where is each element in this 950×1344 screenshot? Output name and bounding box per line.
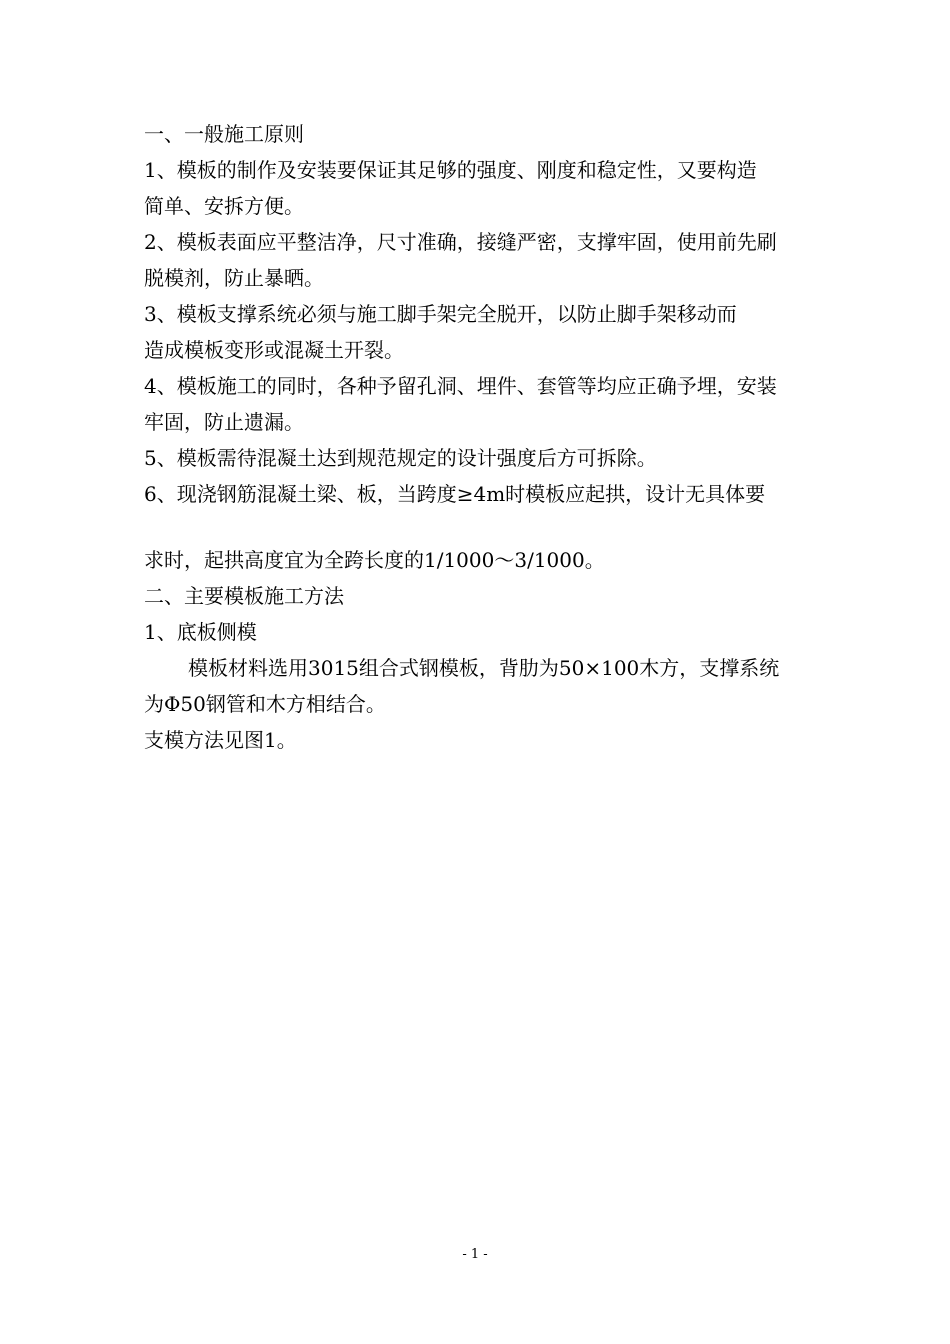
paragraph-line: 脱模剂，防止暴晒。 <box>144 266 324 290</box>
paragraph-line: 3、模板支撑系统必须与施工脚手架完全脱开，以防止脚手架移动而 <box>144 302 737 326</box>
section-heading-2: 二、主要模板施工方法 <box>144 584 344 608</box>
subsection-heading: 1、底板侧模 <box>144 620 257 644</box>
line-gap <box>144 512 808 542</box>
paragraph-line: 1、模板的制作及安装要保证其足够的强度、刚度和稳定性，又要构造 <box>144 158 757 182</box>
paragraph-line: 6、现浇钢筋混凝土梁、板，当跨度≥4m时模板应起拱，设计无具体要 <box>144 482 766 506</box>
paragraph-line: 造成模板变形或混凝土开裂。 <box>144 338 404 362</box>
section-heading-1: 一、一般施工原则 <box>144 122 304 146</box>
paragraph-line: 2、模板表面应平整洁净，尺寸准确，接缝严密，支撑牢固，使用前先刷 <box>144 230 777 254</box>
paragraph-line: 5、模板需待混凝土达到规范规定的设计强度后方可拆除。 <box>144 446 657 470</box>
paragraph-line: 4、模板施工的同时，各种予留孔洞、埋件、套管等均应正确予埋，安装 <box>144 374 777 398</box>
paragraph-line: 牢固，防止遗漏。 <box>144 410 304 434</box>
paragraph-line: 为Φ50钢管和木方相结合。 <box>144 692 386 716</box>
document-body <box>144 116 808 758</box>
page-number: - 1 - <box>462 1247 488 1262</box>
paragraph-line: 模板材料选用3015组合式钢模板，背肋为50×100木方，支撑系统 <box>188 656 780 680</box>
paragraph-line: 求时，起拱高度宜为全跨长度的1/1000～3/1000。 <box>144 548 605 572</box>
paragraph-line: 简单、安拆方便。 <box>144 194 304 218</box>
paragraph-line: 支模方法见图1。 <box>144 728 297 752</box>
